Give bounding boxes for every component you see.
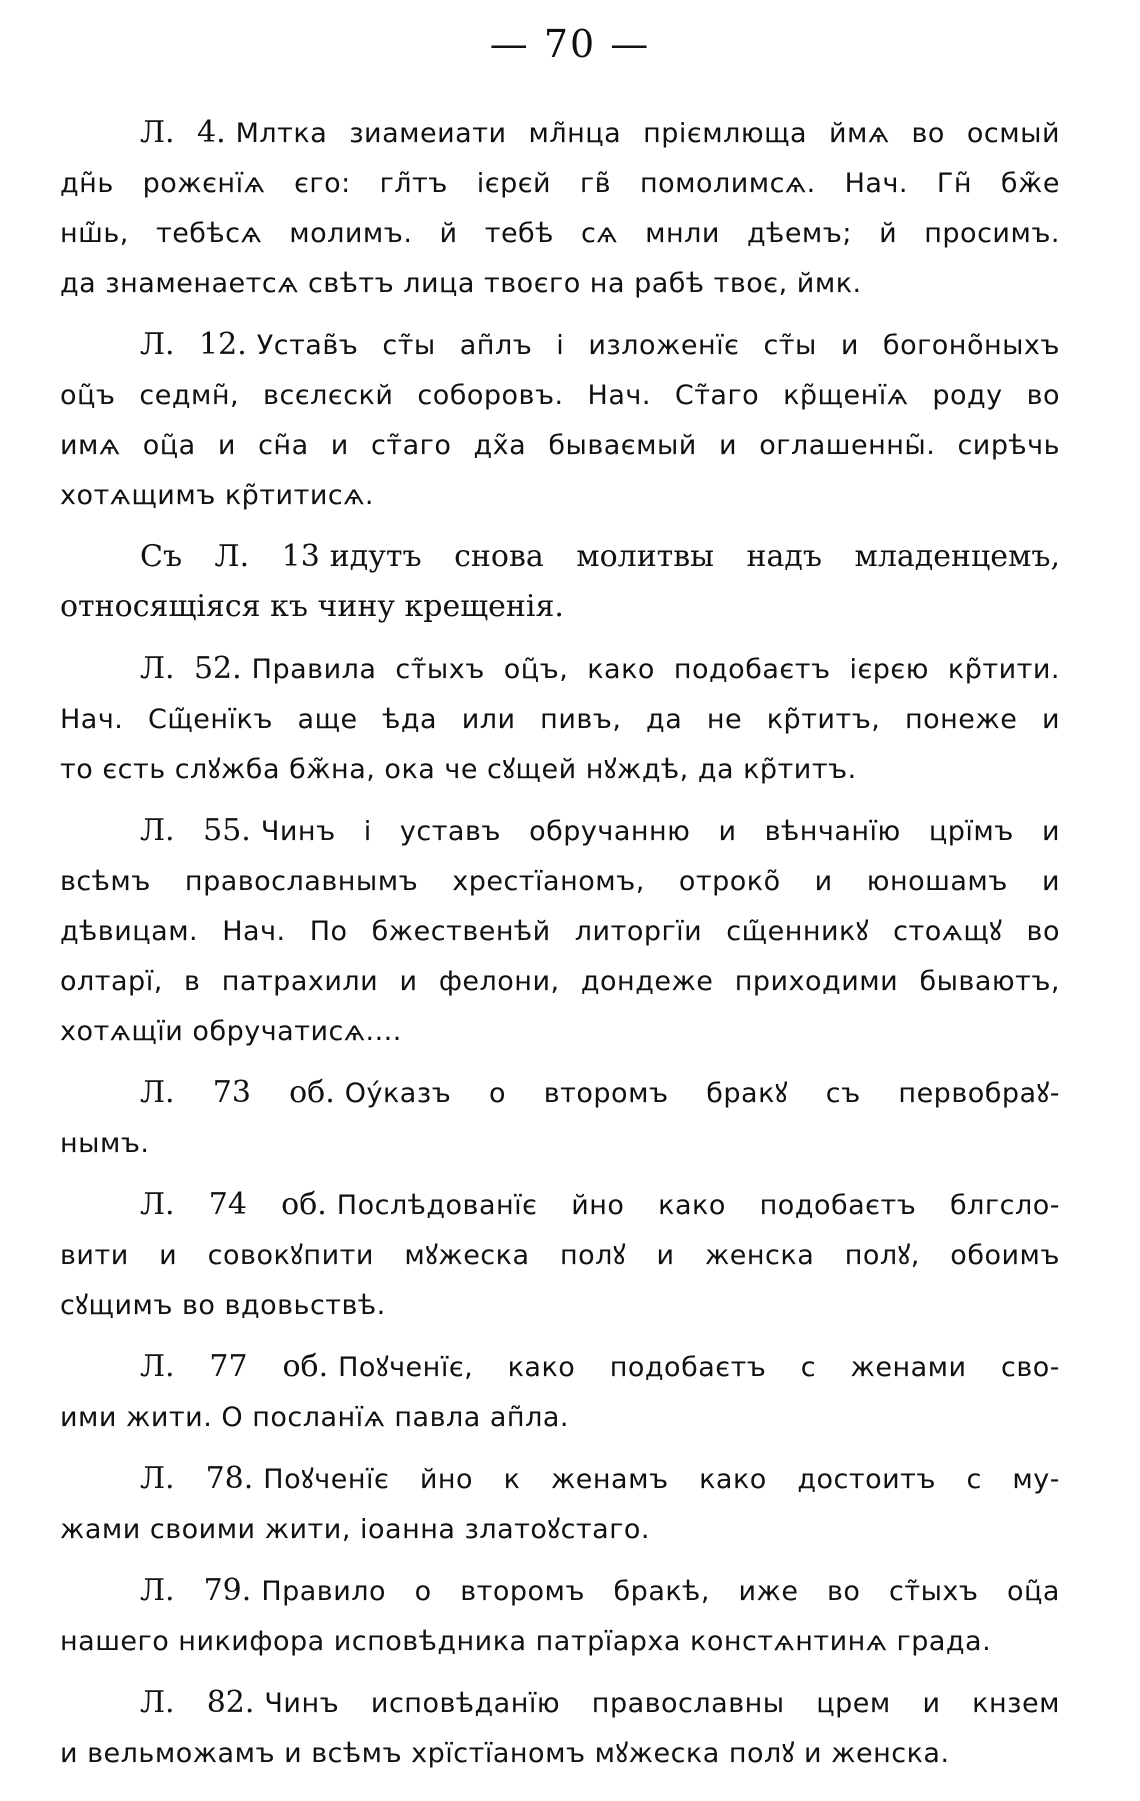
entry-line xyxy=(60,694,1060,744)
entry-text: олтарї, в патрахили и фелони, дондеже приходими бываютъ, xyxy=(60,966,1060,997)
entry-line xyxy=(60,108,1060,158)
folio-reference: Л. 77 об. xyxy=(140,1349,329,1384)
entry-line xyxy=(60,1118,1060,1168)
entry-text: Млтка зиамеиати мл̃нца пріємлюща ймѧ во осмый xyxy=(235,118,1060,149)
entry-line xyxy=(60,470,1060,520)
entry-line xyxy=(60,258,1060,308)
catalog-entry xyxy=(60,1454,1060,1554)
entry-text: хотѧщимъ кр̃титисѧ. xyxy=(60,480,374,511)
catalog-entry xyxy=(60,1068,1060,1168)
catalog-entry xyxy=(60,1342,1060,1442)
entry-line xyxy=(60,1616,1060,1666)
entry-text: Послѣдованїє йно како подобаєтъ блгсло- xyxy=(336,1190,1060,1221)
folio-reference: Съ Л. 13 xyxy=(140,539,320,574)
entry-text: то єсть слꙋжба бж̃на, ока че сꙋщей нꙋждѣ, да кр̃титъ. xyxy=(60,754,857,785)
entry-text: и вельможамъ и всѣмъ хрїстїаномъ мꙋжеска полꙋ и женска. xyxy=(60,1738,950,1769)
folio-reference: Л. 12. xyxy=(140,327,247,362)
entry-text: Поꙋченїє, како подобаєтъ с женами сво- xyxy=(338,1352,1060,1383)
entry-line xyxy=(60,856,1060,906)
entry-line xyxy=(60,532,1060,582)
entry-line xyxy=(60,1068,1060,1118)
entry-line xyxy=(60,1566,1060,1616)
entry-line xyxy=(60,1504,1060,1554)
entry-text: да знаменаетсѧ свѣтъ лица твоєго на рабѣ твоє, ймк. xyxy=(60,268,862,299)
folio-reference: Л. 74 об. xyxy=(140,1187,327,1222)
entry-text: Чинъ і уставъ обручанню и вѣнчанїю црїмъ и xyxy=(260,816,1060,847)
entry-text: нымъ. xyxy=(60,1128,150,1159)
catalog-entry xyxy=(60,1180,1060,1330)
entry-line xyxy=(60,1454,1060,1504)
entry-line xyxy=(60,208,1060,258)
entry-line xyxy=(60,582,1060,632)
entry-text: всѣмъ православнымъ хрестїаномъ, отроко̃ и юношамъ и xyxy=(60,866,1060,897)
entry-text: вити и совокꙋпити мꙋжеска полꙋ и женска полꙋ, обоимъ xyxy=(60,1240,1060,1271)
entry-line xyxy=(60,1392,1060,1442)
page-content xyxy=(60,108,1060,1790)
entry-line xyxy=(60,1342,1060,1392)
catalog-entry xyxy=(60,320,1060,520)
entry-text: хотѧщїи обручатисѧ.... xyxy=(60,1016,402,1047)
folio-reference: Л. 52. xyxy=(140,651,242,686)
folio-reference: Л. 79. xyxy=(140,1573,252,1608)
page-number: — 70 — xyxy=(489,22,651,66)
entry-text: Оу́казъ о второмъ бракꙋ съ первобраꙋ- xyxy=(344,1078,1060,1109)
catalog-entry xyxy=(60,108,1060,308)
entry-text: Правило о второмъ бракѣ, иже во ст̃ыхъ оц̃а xyxy=(261,1576,1060,1607)
entry-line xyxy=(60,420,1060,470)
entry-text: ими жити. О посланїѧ павла ап̃ла. xyxy=(60,1402,569,1433)
entry-line xyxy=(60,1006,1060,1056)
folio-reference: Л. 82. xyxy=(140,1685,255,1720)
entry-line xyxy=(60,744,1060,794)
entry-text: нш̃ь, тебѣсѧ молимъ. й тебѣ сѧ мнли дѣемъ; й просимъ. xyxy=(60,218,1060,249)
entry-text: относящіяся къ чину крещенія. xyxy=(60,589,564,624)
folio-reference: Л. 4. xyxy=(140,115,226,150)
entry-line xyxy=(60,1678,1060,1728)
entry-text: жами своими жити, іоанна златоꙋстаго. xyxy=(60,1514,650,1545)
entry-text: сꙋщимъ во вдовьствѣ. xyxy=(60,1290,386,1321)
entry-text: идутъ снова молитвы надъ младенцемъ, xyxy=(329,539,1060,574)
entry-line xyxy=(60,1280,1060,1330)
entry-text: Нач. Сщ̃енїкъ аще ѣда или пивъ, да не кр̃титъ, понеже и xyxy=(60,704,1060,735)
entry-text: оц̃ъ седмн̃, всєлєскй соборовъ. Нач. Ст̃аго кр̃щенїѧ роду во xyxy=(60,380,1060,411)
entry-text: нашего никифора исповѣдника патрїарха констѧнтинѧ града. xyxy=(60,1626,992,1657)
entry-text: Устав̃ъ ст̃ы ап̃лъ і изложенїє ст̃ы и богоно̃ныхъ xyxy=(256,330,1060,361)
entry-text: имѧ оц̃а и сн̃а и ст̃аго дх̃а бываємый и оглашенны̃. сирѣчь xyxy=(60,430,1060,461)
entry-text: Правила ст̃ыхъ оц̃ъ, како подобаєтъ ієрєю кр̃тити. xyxy=(251,654,1060,685)
entry-text: дн̃ь рожєнїѧ єго: гл̃тъ ієрєй гв̃ помолимсѧ. Нач. Гн̃ бж̃е xyxy=(60,168,1060,199)
folio-reference: Л. 73 об. xyxy=(140,1075,335,1110)
entry-line xyxy=(60,320,1060,370)
catalog-entry xyxy=(60,1566,1060,1666)
entry-line xyxy=(60,1728,1060,1778)
catalog-entry xyxy=(60,806,1060,1056)
entry-line xyxy=(60,1230,1060,1280)
entry-line xyxy=(60,644,1060,694)
entry-line xyxy=(60,906,1060,956)
entry-line xyxy=(60,956,1060,1006)
entry-line xyxy=(60,370,1060,420)
catalog-entry xyxy=(60,1678,1060,1778)
entry-text: Чинъ исповѣданїю православны црем и кнзем xyxy=(264,1688,1060,1719)
entry-line xyxy=(60,158,1060,208)
folio-reference: Л. 55. xyxy=(140,813,251,848)
entry-text: дѣвицам. Нач. По бжественѣй литоргїи сщ̃енникꙋ стоѧщꙋ во xyxy=(60,916,1060,947)
entry-line xyxy=(60,806,1060,856)
catalog-entry xyxy=(60,644,1060,794)
entry-text: Поꙋченїє йно к женамъ како достоитъ с му- xyxy=(263,1464,1060,1495)
folio-reference: Л. 78. xyxy=(140,1461,254,1496)
catalog-entry xyxy=(60,532,1060,632)
entry-line xyxy=(60,1180,1060,1230)
